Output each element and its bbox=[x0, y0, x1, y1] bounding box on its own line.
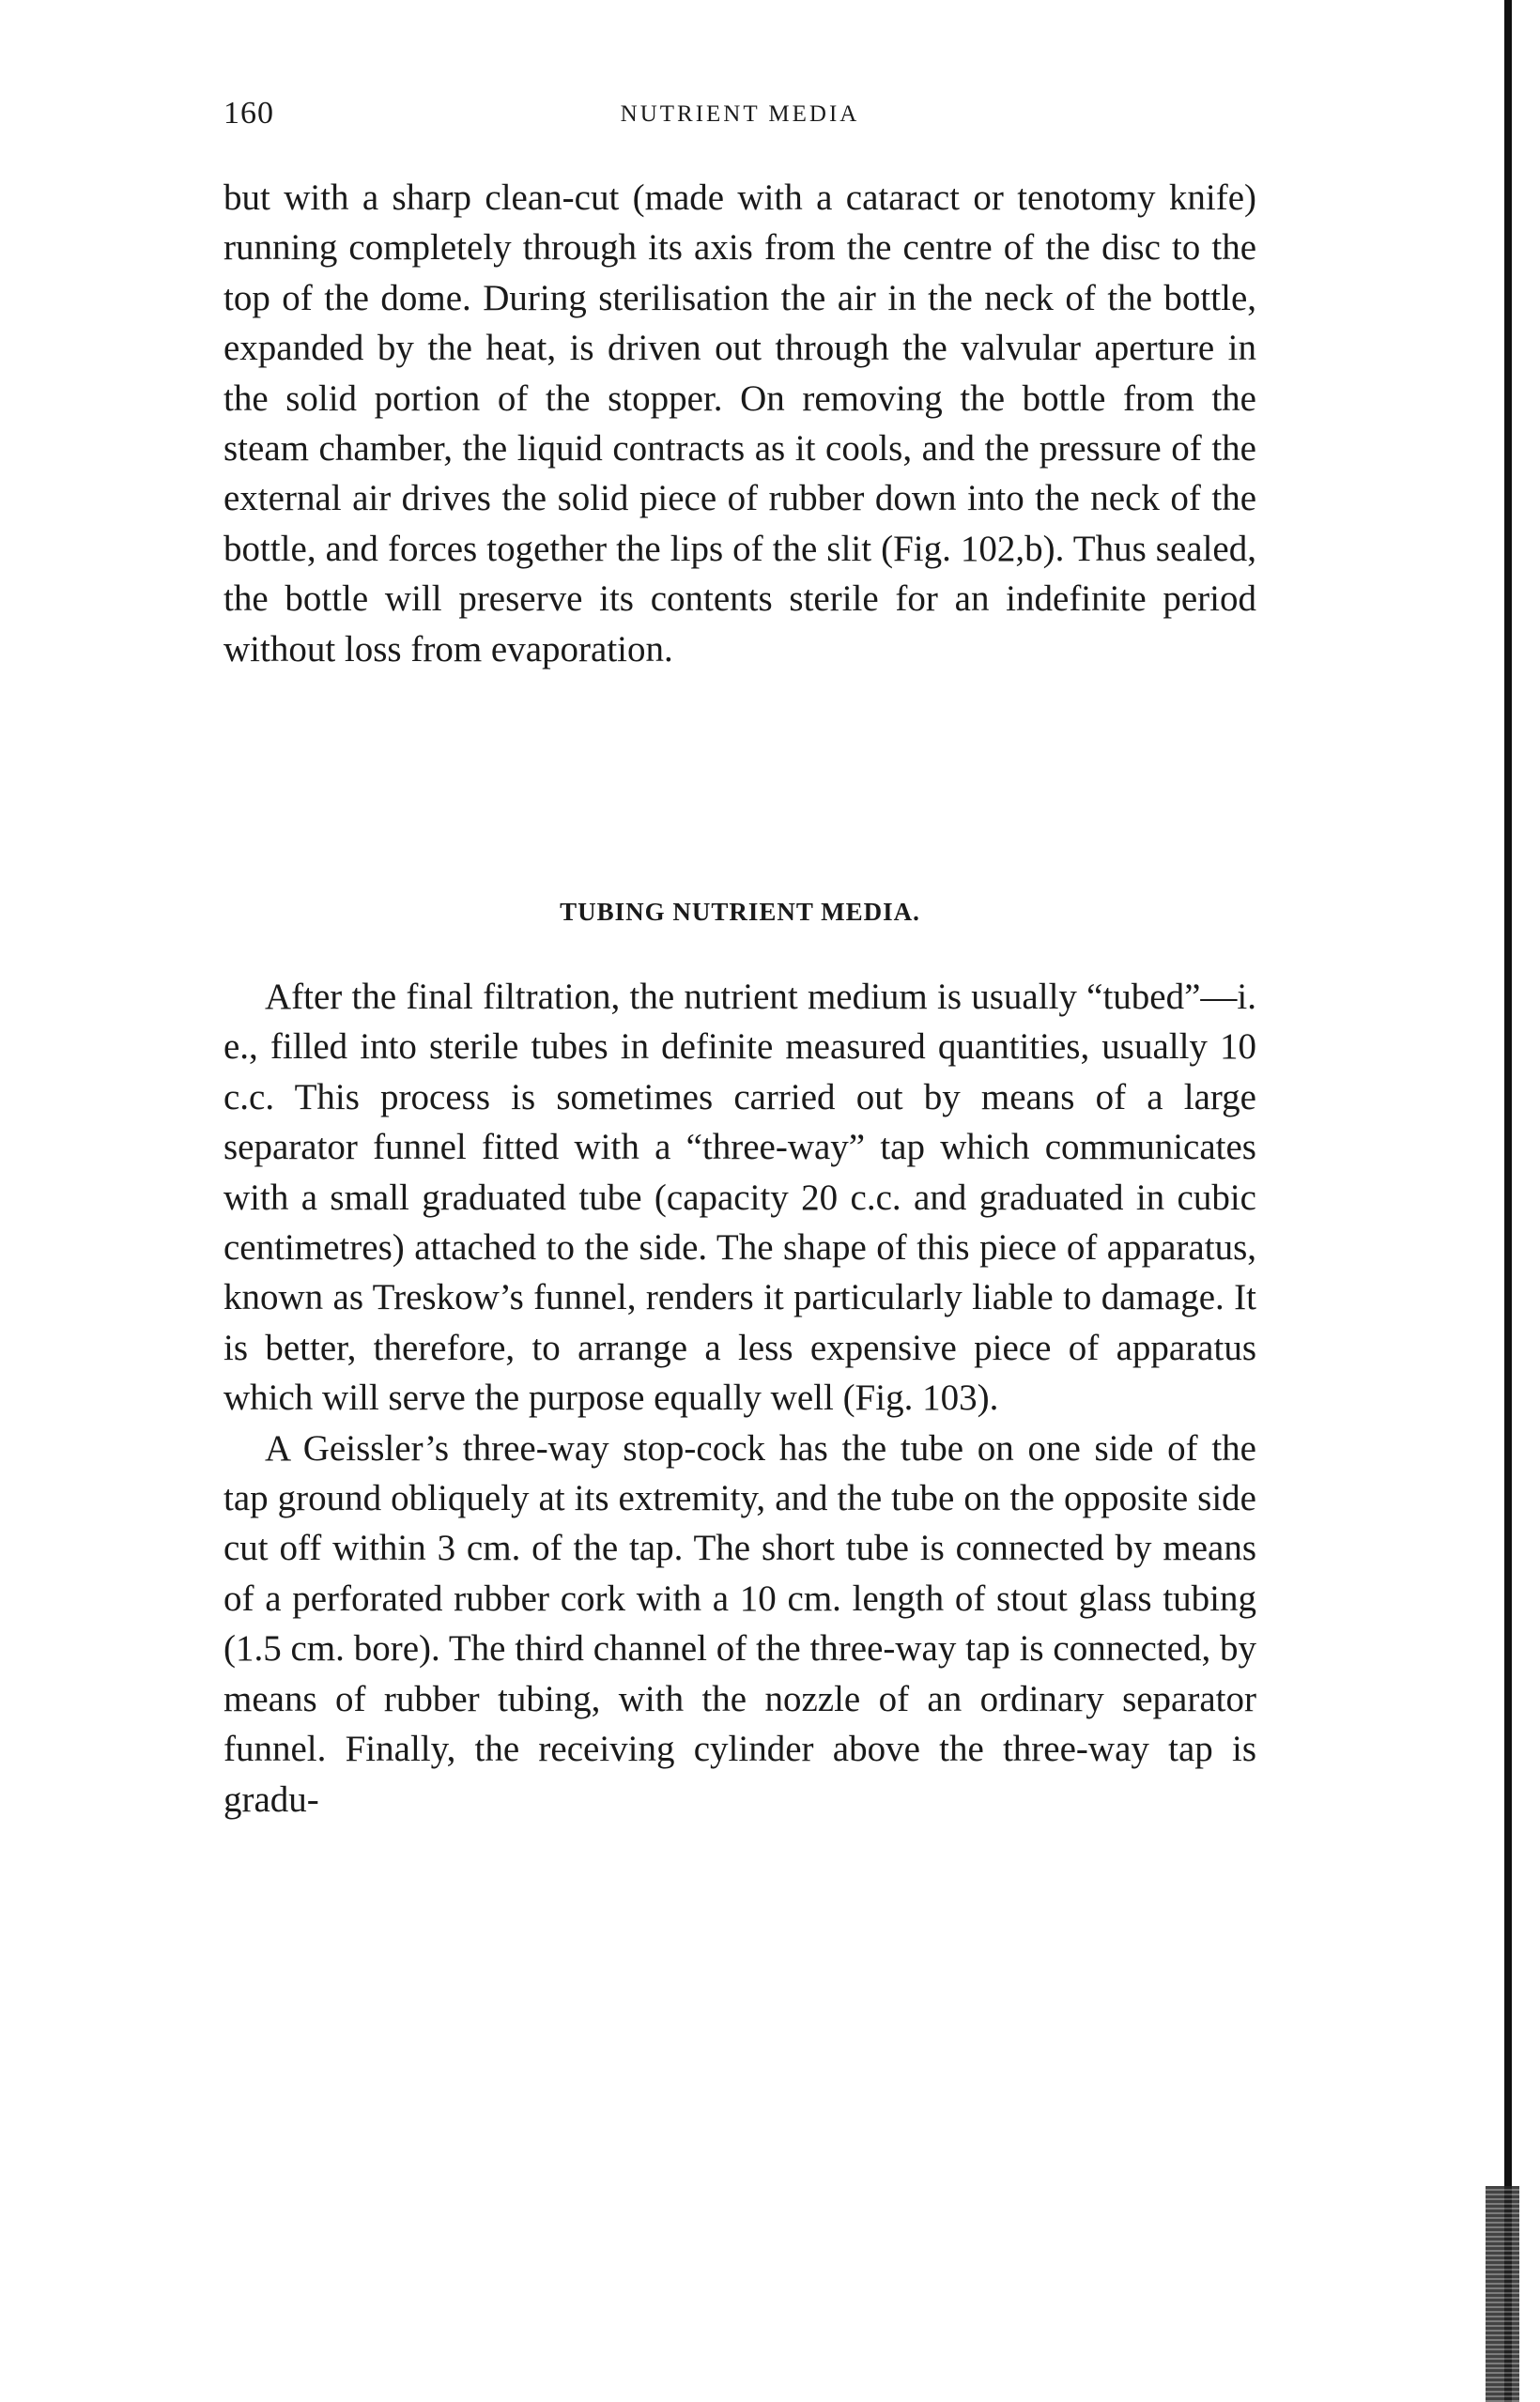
page-edge-shadow bbox=[1504, 0, 1512, 2402]
page-number: 160 bbox=[223, 96, 274, 131]
continued-paragraph bbox=[223, 173, 1256, 674]
section-body bbox=[223, 972, 1256, 1825]
paragraph-3: A Geissler’s three-way stop-cock has the tube on one side of the tap ground obliquely at its extremity, and the tube on the opposite side cut off within 3 cm. of the tap. The short tube is connected by means of a perforated rubber cork with a 10 cm. length of stout glass tubing (1.5 cm. bore). The third channel of the three-way tap is connected, by means of rubber tubing, with the nozzle of an ordinary separator funnel. Finally, the receiving cylinder above the three-way tap is gradu- bbox=[223, 1427, 1256, 1820]
running-head: NUTRIENT MEDIA bbox=[620, 101, 860, 127]
paragraph-1: but with a sharp clean-cut (made with a cataract or tenotomy knife) running completely through its axis from the centre of the disc to the top of the dome. During sterilisation the air in the neck of the bottle, expanded by the heat, is driven out through the valvular aperture in the solid portion of the stopper. On removing the bottle from the steam chamber, the liquid contracts as it cools, and the pressure of the external air drives the solid piece of rubber down into the neck of the bottle, and forces together the lips of the slit (Fig. 102,b). Thus sealed, the bottle will preserve its contents sterile for an indefinite period without loss from evaporation. bbox=[223, 177, 1256, 670]
paragraph-2: After the final filtration, the nutrient medium is usually “tubed”—i. e., filled into sterile tubes in definite measured quantities, usually 10 c.c. This process is sometimes carried out by means of a large separator funnel fitted with a “three-way” tap which communicates with a small graduated tube (capacity 20 c.c. and graduated in cubic centimetres) attached to the side. The shape of this piece of apparatus, known as Treskow’s funnel, renders it particularly liable to damage. It is better, therefore, to arrange a less expensive piece of apparatus which will serve the purpose equally well (Fig. 103). bbox=[223, 977, 1256, 1419]
page-header bbox=[223, 96, 1256, 133]
page-edge-bottom-shadow bbox=[1486, 2186, 1519, 2402]
section-heading: TUBING NUTRIENT MEDIA. bbox=[560, 898, 920, 926]
